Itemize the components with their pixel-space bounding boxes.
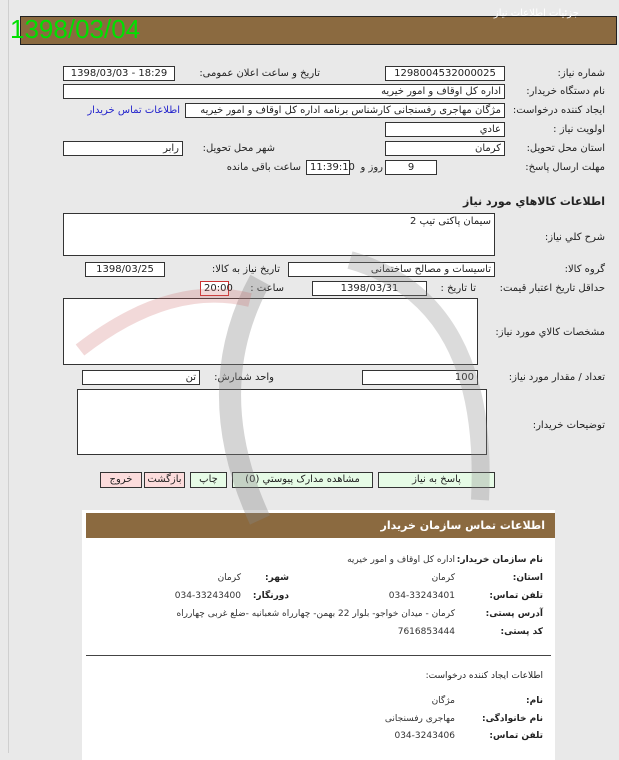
qty-label: تعداد / مقدار مورد نیاز:: [508, 372, 605, 383]
contact-city-value: کرمان: [217, 573, 241, 583]
contact-phone-value: 034-3243406: [394, 731, 455, 741]
date-stamp: 1398/03/04: [10, 14, 141, 44]
need-number-label: شماره نیاز:: [557, 68, 605, 79]
buyer-contact-link[interactable]: اطلاعات تماس خریدار: [87, 105, 180, 116]
group-label: گروه کالا:: [564, 264, 605, 275]
address-label: آدرس پستی:: [485, 609, 543, 619]
family-label: نام خانوادگی:: [481, 714, 543, 724]
unit-label: واحد شمارش:: [214, 372, 274, 383]
days-suffix: روز و: [360, 162, 383, 173]
announce-field[interactable]: 1398/03/03 - 18:29: [63, 66, 175, 81]
phone-label: تلفن تماس:: [489, 591, 543, 601]
unit-field[interactable]: تن: [82, 370, 200, 385]
days-field[interactable]: 9: [385, 160, 437, 175]
need-date-field[interactable]: 1398/03/25: [85, 262, 165, 277]
province-label: استان محل تحویل:: [526, 143, 605, 154]
priority-field[interactable]: عادي: [385, 122, 505, 137]
reply-button[interactable]: پاسخ به نیاز: [378, 472, 495, 488]
time-left-suffix: ساعت باقی مانده: [226, 162, 301, 173]
org-value: اداره کل اوقاف و امور خیریه: [347, 555, 455, 565]
creator-field[interactable]: مژگان مهاجری رفسنجانی کارشناس برنامه اداره کل اوقاف و امور خیریه: [185, 103, 505, 118]
name-value: مژگان: [431, 696, 455, 706]
attachments-button[interactable]: مشاهده مدارک پیوستي (0): [232, 472, 373, 488]
contact-city-label: شهر:: [265, 573, 289, 583]
goods-section-title: اطلاعات کالاهاي مورد نیاز: [463, 195, 605, 208]
group-field[interactable]: تاسیسات و مصالح ساختمانی: [288, 262, 495, 277]
time-label: ساعت :: [250, 283, 284, 294]
until-date-field[interactable]: 1398/03/31: [312, 281, 427, 296]
notes-label: توضیحات خریدار:: [532, 420, 605, 431]
family-value: مهاجری رفسنجانی: [384, 714, 455, 724]
phone-value: 034-33243401: [388, 591, 455, 601]
deadline-label: مهلت ارسال پاسخ:: [525, 162, 605, 173]
specs-label: مشخصات کالاي مورد نیاز:: [495, 327, 605, 338]
validity-label: حداقل تاریخ اعتبار قیمت:: [499, 283, 605, 294]
print-button[interactable]: چاپ: [190, 472, 227, 488]
city-field[interactable]: رابر: [63, 141, 183, 156]
name-label: نام:: [526, 696, 543, 706]
contact-panel-title: اطلاعات تماس سازمان خریدار: [86, 513, 555, 538]
until-label: تا تاریخ :: [440, 283, 476, 294]
org-label: نام سازمان خریدار:: [456, 555, 543, 565]
fax-label: دورنگار:: [252, 591, 289, 601]
exit-button[interactable]: خروج: [100, 472, 142, 488]
page-title: جزئیات اطلاعات نیاز: [493, 8, 579, 19]
need-number-field[interactable]: 1298004532000025: [385, 66, 505, 81]
specs-textarea[interactable]: [63, 298, 478, 365]
contact-phone-label: تلفن تماس:: [489, 731, 543, 741]
contact-province-label: استان:: [512, 573, 543, 583]
time-left-field[interactable]: 11:39:10: [306, 160, 350, 175]
fax-value: 034-33243400: [174, 591, 241, 601]
buyer-org-field[interactable]: اداره کل اوقاف و امور خیریه: [63, 84, 505, 99]
city-label: شهر محل تحویل:: [202, 143, 275, 154]
page-border: [8, 0, 9, 753]
back-button[interactable]: بازگشت: [144, 472, 185, 488]
need-date-label: تاریخ نیاز به کالا:: [211, 264, 280, 275]
postal-value: 7616853444: [397, 627, 455, 637]
desc-label: شرح کلي نیاز:: [544, 232, 605, 243]
postal-label: کد پستی:: [500, 627, 543, 637]
desc-textarea[interactable]: سیمان پاکتی تیپ 2: [63, 213, 495, 256]
address-value: کرمان - میدان خواجو- بلوار 22 بهمن- چهارراه شعبانیه -ضلع غربی چهارراه: [176, 609, 455, 619]
buyer-org-label: نام دستگاه خریدار:: [526, 86, 605, 97]
creator-label: ایجاد کننده درخواست:: [512, 105, 605, 116]
notes-textarea[interactable]: [77, 389, 487, 455]
time-field[interactable]: 20:00: [200, 281, 229, 296]
contact-province-value: کرمان: [431, 573, 455, 583]
announce-label: تاریخ و ساعت اعلان عمومی:: [199, 68, 320, 79]
creator-info-title: اطلاعات ایجاد کننده درخواست:: [425, 671, 543, 681]
priority-label: اولویت نیاز :: [553, 124, 605, 135]
qty-field[interactable]: 100: [362, 370, 478, 385]
divider: [86, 655, 551, 656]
province-field[interactable]: کرمان: [385, 141, 505, 156]
